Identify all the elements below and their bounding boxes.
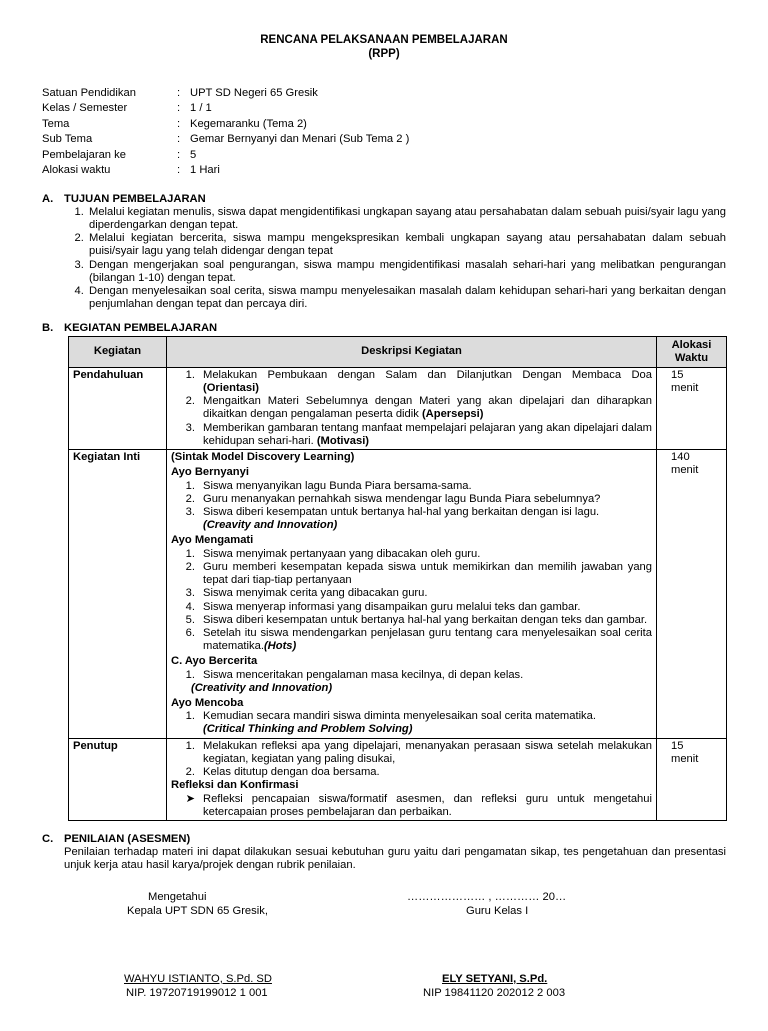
table-row [69,738,727,820]
signature-block [42,891,726,1031]
list-item: 3. Siswa menyimak cerita yang dibacakan guru. [185,587,428,600]
table-row [69,367,727,449]
list-item: ➤ Refleksi pencapaian siswa/formatif asesmen, dan refleksi guru untuk mengetahui ketercapaian proses pembelajaran dan perbaikan. [171,793,652,819]
subsection-title: Ayo Mencoba [171,697,244,710]
row-time: 15 menit [657,738,727,820]
right-nip: NIP 19841120 202012 2 003 [423,986,566,999]
list-item: 2. Melalui kegiatan bercerita, siswa mampu mengekspresikan kembali ungkapan sayang atau persahabatan dalam sebuah puisi/syair lagu yang telah didengar dengan tepat [87,232,726,258]
row-label: Penutup [69,738,167,820]
list-item: 4. Siswa menyerap informasi yang disampaikan guru melalui teks dan gambar. [185,600,581,613]
row-label: Kegiatan Inti [69,450,167,739]
subsection-title: Ayo Bernyanyi [171,466,249,479]
header-alokasi: Alokasi Waktu [657,336,727,367]
identity-block [42,86,726,179]
activity-table [68,336,727,821]
date-line: ………………… , ………… 20… [407,890,567,903]
list-item: 1. Siswa menceritakan pengalaman masa kecilnya, di depan kelas. [185,668,524,681]
section-a-heading: A. TUJUAN PEMBELAJARAN [42,192,206,205]
hots-note: (Hots) [263,640,297,653]
mengetahui-label: Mengetahui [148,890,207,903]
assessment-text: Penilaian terhadap materi ini dapat dilakukan sesuai kebutuhan guru yaitu dari pengamatan sikap, tes pengetahuan dan presentasi unjuk kerja atau hasil karya/projek dengan rubrik penilaian. [64,846,726,872]
document-title [42,34,726,62]
table-header-row [69,336,727,367]
objectives-list [42,206,726,312]
identity-row: Sub Tema : Gemar Bernyanyi dan Menari (Sub Tema 2 ) [42,133,410,146]
title-line-2: (RPP) [368,47,400,60]
header-kegiatan: Kegiatan [69,336,167,367]
refleksi-title: Refleksi dan Konfirmasi [171,779,299,792]
list-item: 5. Siswa diberi kesempatan untuk bertanya hal-hal yang berkaitan dengan teks dan gambar. [185,613,648,626]
table-row [69,450,727,739]
left-role: Kepala UPT SDN 65 Gresik, [127,904,268,917]
list-item: 1. Melakukan refleksi apa yang dipelajari, menanyakan perasaan siswa setelah melakukan kegiatan, kegiatan yang paling disukai, [185,739,652,765]
list-item: 3. Siswa diberi kesempatan untuk bertanya hal-hal yang berkaitan dengan isi lagu. [185,505,600,518]
left-nip: NIP. 19720719199012 1 001 [126,986,268,999]
list-item: 2. Guru menanyakan pernahkah siswa mendengar lagu Bunda Piara sebelumnya? [185,492,601,505]
subsection-title: C. Ayo Bercerita [171,655,258,668]
row-time: 140 menit [657,450,727,739]
list-item: 1. Melalui kegiatan menulis, siswa dapat mengidentifikasi ungkapan sayang atau persahabatan dalam sebuah puisi/syair lagu yang diperdengarkan dengan tepat. [87,206,726,232]
skill-note: (Creativity and Innovation) [191,681,333,694]
section-b-heading: B. KEGIATAN PEMBELAJARAN [42,321,218,334]
list-item: 4. Dengan menyelesaikan soal cerita, siswa mampu menyelesaikan masalah dalam kehidupan sehari-hari yang berkaitan dengan penjumlahan dengan tepat dan percaya diri. [87,285,726,311]
subsection-title: Ayo Mengamati [171,534,254,547]
list-item: 3. Memberikan gambaran tentang manfaat mempelajari pelajaran yang akan dipelajari dalam kehidupan sehari-hari. (Motivasi) [185,421,652,447]
identity-row: Satuan Pendidikan : UPT SD Negeri 65 Gresik [42,86,318,99]
list-item: 3. Dengan mengerjakan soal pengurangan, siswa mampu mengidentifikasi masalah sehari-hari yang melibatkan pengurangan (bilangan 1-10) dengan tepat. [87,259,726,285]
right-role: Guru Kelas I [466,904,529,917]
list-item: 1. Kemudian secara mandiri siswa diminta menyelesaikan soal cerita matematika. [185,710,596,723]
list-item: 1. Siswa menyanyikan lagu Bunda Piara bersama-sama. [185,479,472,492]
row-time: 15 menit [657,367,727,449]
list-item: 2. Mengaitkan Materi Sebelumnya dengan Materi yang akan dipelajari dan diharapkan dikaitkan dengan pengalaman peserta didik (Apersepsi) [185,395,652,421]
row-description [167,738,657,820]
list-item: 2. Guru memberi kesempatan kepada siswa untuk memikirkan dan memilih jawaban yang tepat dari tiap-tiap pertanyaan [185,560,652,587]
identity-row: Alokasi waktu : 1 Hari [42,164,220,177]
left-name: WAHYU ISTIANTO, S.Pd. SD [124,972,272,985]
list-item: 1. Siswa menyimak pertanyaan yang dibacakan oleh guru. [185,547,481,560]
identity-row: Pembelajaran ke : 5 [42,148,197,161]
right-name: ELY SETYANI, S.Pd. [442,972,548,985]
title-line-1: RENCANA PELAKSANAAN PEMBELAJARAN [260,34,508,46]
list-item: 6. Setelah itu siswa mendengarkan penjelasan guru tentang cara menyelesaikan soal cerita matematika.(Hots) [185,626,652,653]
identity-row: Kelas / Semester : 1 / 1 [42,102,212,115]
arrow-bullet-icon: ➤ [185,792,195,805]
list-item: 1. Melakukan Pembukaan dengan Salam dan Dilanjutkan Dengan Membaca Doa (Orientasi) [185,368,652,394]
list-item: 2. Kelas ditutup dengan doa bersama. [185,766,380,779]
header-deskripsi: Deskripsi Kegiatan [167,336,657,367]
row-description [167,367,657,449]
row-label: Pendahuluan [69,367,167,449]
skill-note: (Critical Thinking and Problem Solving) [203,723,413,736]
skill-note: (Creavity and Innovation) [203,519,338,532]
row-description [167,450,657,739]
identity-row: Tema : Kegemaranku (Tema 2) [42,117,307,130]
section-c-heading: C. PENILAIAN (ASESMEN) [42,833,191,845]
sintak-label: (Sintak Model Discovery Learning) [171,451,355,464]
